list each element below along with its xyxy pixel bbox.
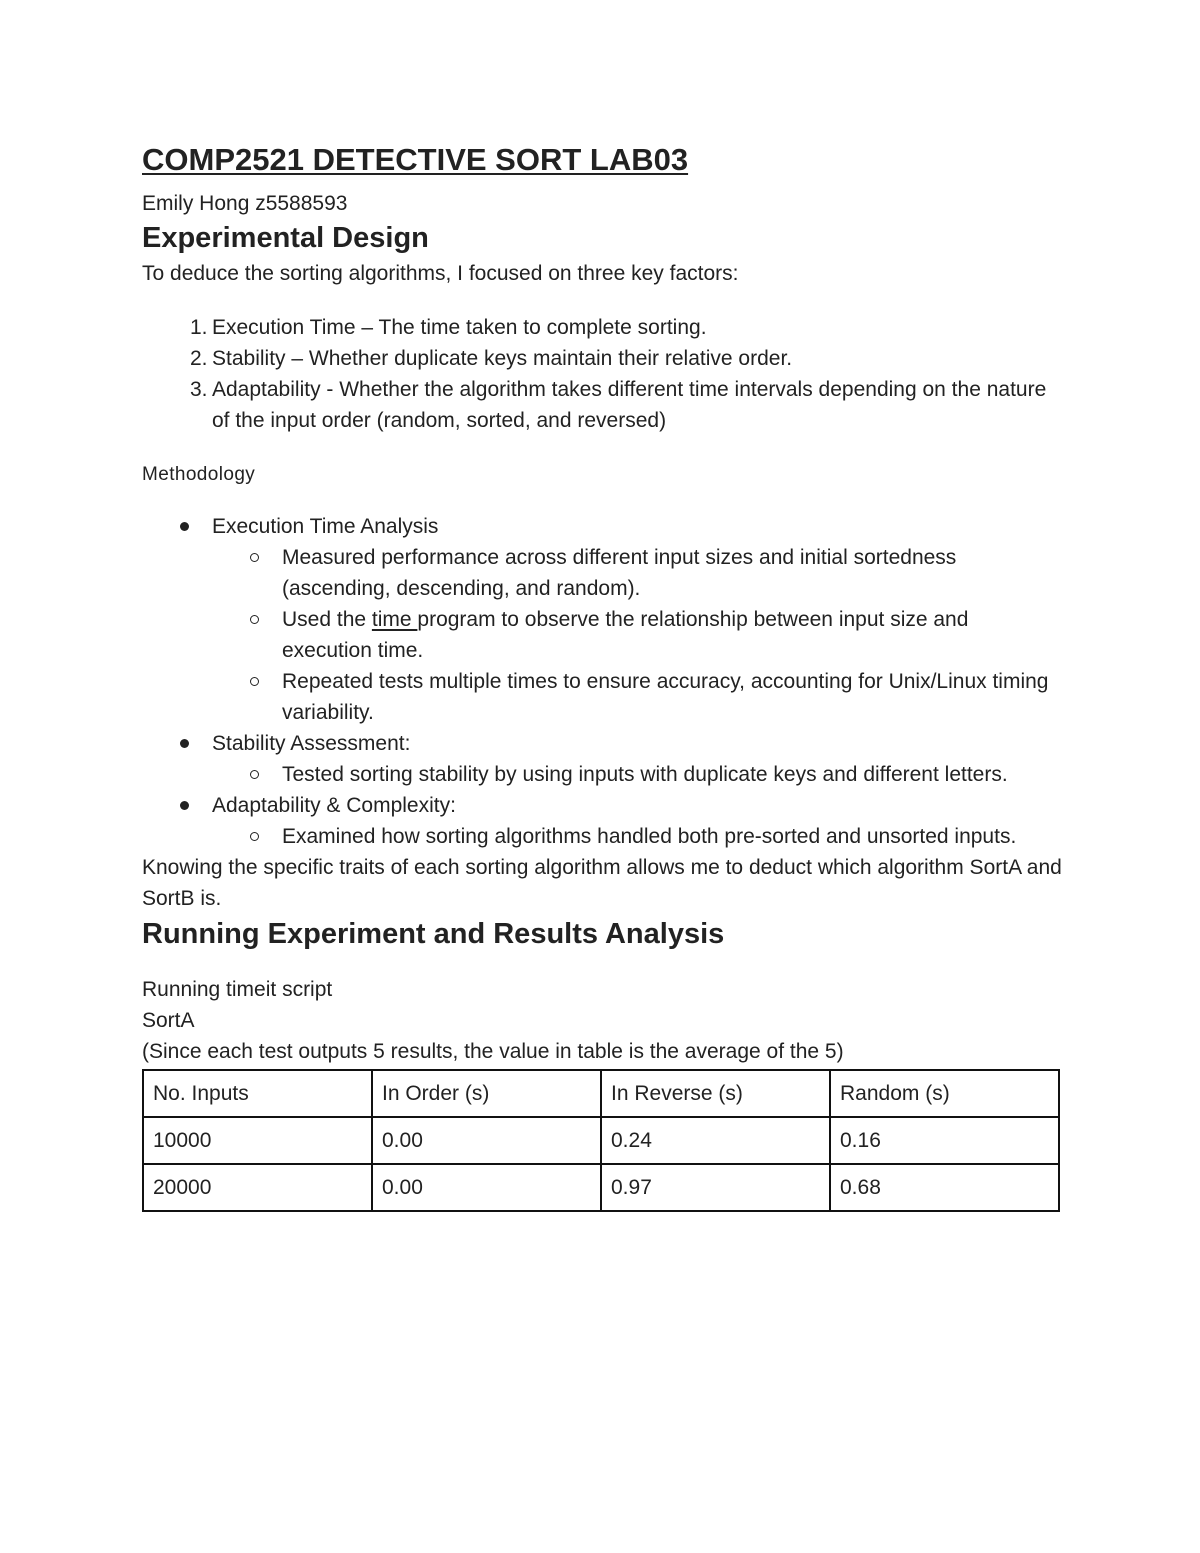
methodology-item-label: Adaptability & Complexity: — [212, 794, 456, 817]
factor-number: 2. — [190, 347, 208, 370]
sub-item — [142, 759, 1062, 790]
sub-item — [142, 666, 1062, 728]
sub-item-text: Examined how sorting algorithms handled both pre-sorted and unsorted inputs. — [282, 825, 1017, 848]
table-note: (Since each test outputs 5 results, the value in table is the average of the 5) — [142, 1040, 844, 1063]
sub-item-text: Measured performance across different input sizes and initial sortedness (ascending, descending, and random). — [282, 546, 957, 600]
factor-text: Adaptability - Whether the algorithm takes different time intervals depending on the nature of the input order (random, sorted, and reversed) — [212, 378, 1047, 432]
table-row — [143, 1164, 1059, 1211]
hollow-bullet-icon — [142, 759, 282, 790]
methodology-label: Methodology — [142, 464, 256, 485]
methodology-item-label: Stability Assessment: — [212, 732, 411, 755]
sub-item-text: Tested sorting stability by using inputs with duplicate keys and different letters. — [282, 763, 1008, 786]
table-header-row — [143, 1070, 1059, 1117]
methodology-list — [142, 511, 1062, 852]
table-cell: 20000 — [143, 1164, 372, 1211]
sub-item — [142, 542, 1062, 604]
factor-text: Stability – Whether duplicate keys maintain their relative order. — [212, 347, 793, 370]
methodology-item — [142, 728, 1062, 790]
sub-item-text-post: program to observe the relationship between input size and execution time. — [282, 608, 969, 662]
factor-number: 1. — [190, 316, 208, 339]
table-header-cell: Random (s) — [830, 1070, 1059, 1117]
conclusion-paragraph: Knowing the specific traits of each sorting algorithm allows me to deduct which algorithm SortA and SortB is. — [142, 856, 1062, 910]
author-line: Emily Hong z5588593 — [142, 192, 348, 215]
hollow-bullet-icon — [142, 604, 282, 666]
sub-item — [142, 604, 1062, 666]
document-page — [142, 140, 1062, 1212]
sub-item-text — [282, 604, 1062, 666]
hollow-bullet-icon — [142, 542, 282, 604]
sub-list — [212, 759, 1062, 790]
table-header-cell: In Reverse (s) — [601, 1070, 830, 1117]
factor-item — [142, 343, 1062, 374]
hollow-bullet-icon — [142, 666, 282, 728]
document-title: COMP2521 DETECTIVE SORT LAB03 — [142, 142, 689, 177]
factors-list — [142, 312, 1062, 436]
methodology-item — [142, 790, 1062, 852]
time-link[interactable]: time — [371, 608, 418, 631]
factor-number: 3. — [190, 378, 208, 401]
factor-item — [142, 312, 1062, 343]
table-cell: 0.68 — [830, 1164, 1059, 1211]
methodology-item-label: Execution Time Analysis — [212, 515, 439, 538]
table-cell: 10000 — [143, 1117, 372, 1164]
sub-item-text-pre: Used the — [282, 608, 372, 631]
sub-list — [212, 821, 1062, 852]
table-cell: 0.00 — [372, 1164, 601, 1211]
sub-item-text: Repeated tests multiple times to ensure accuracy, accounting for Unix/Linux timing variability. — [282, 670, 1049, 724]
methodology-item — [142, 511, 1062, 728]
factor-item — [142, 374, 1062, 436]
heading-experimental-design: Experimental Design — [142, 222, 429, 254]
table-cell: 0.97 — [601, 1164, 830, 1211]
hollow-bullet-icon — [142, 821, 282, 852]
heading-running-experiment: Running Experiment and Results Analysis — [142, 918, 725, 950]
factor-text: Execution Time – The time taken to complete sorting. — [212, 316, 707, 339]
table-header-cell: No. Inputs — [143, 1070, 372, 1117]
table-cell: 0.16 — [830, 1117, 1059, 1164]
script-line: Running timeit script — [142, 978, 333, 1001]
sort-name-line: SortA — [142, 1009, 195, 1032]
results-table — [142, 1069, 1060, 1212]
intro-paragraph: To deduce the sorting algorithms, I focused on three key factors: — [142, 262, 739, 285]
table-row — [143, 1117, 1059, 1164]
sub-item — [142, 821, 1062, 852]
table-cell: 0.24 — [601, 1117, 830, 1164]
table-header-cell: In Order (s) — [372, 1070, 601, 1117]
sub-list — [212, 542, 1062, 728]
table-cell: 0.00 — [372, 1117, 601, 1164]
